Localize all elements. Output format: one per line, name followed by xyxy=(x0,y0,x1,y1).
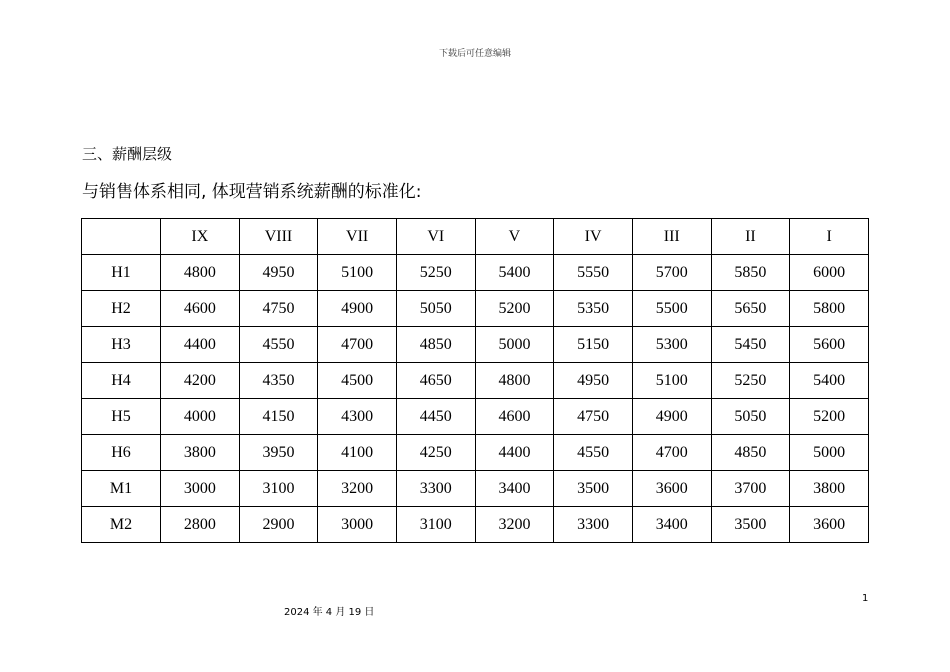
table-header-cell xyxy=(82,219,161,255)
salary-cell: 5150 xyxy=(554,327,633,363)
table-row xyxy=(82,327,869,363)
salary-cell: 4850 xyxy=(711,435,790,471)
salary-cell: 5850 xyxy=(711,255,790,291)
salary-cell: 4000 xyxy=(161,399,240,435)
salary-cell: 5250 xyxy=(396,255,475,291)
salary-cell: 4300 xyxy=(318,399,397,435)
table-row xyxy=(82,255,869,291)
salary-cell: 4550 xyxy=(554,435,633,471)
table-header-cell: VI xyxy=(396,219,475,255)
intro-text: 与销售体系相同, 体现营销系统薪酬的标准化: xyxy=(82,182,422,202)
salary-cell: 4900 xyxy=(632,399,711,435)
table-header-cell: VII xyxy=(318,219,397,255)
salary-cell: 3200 xyxy=(475,507,554,543)
header-note: 下载后可任意编辑 xyxy=(438,49,511,59)
table-row xyxy=(82,363,869,399)
table-header-cell: VIII xyxy=(239,219,318,255)
salary-cell: 5050 xyxy=(711,399,790,435)
salary-cell: 3950 xyxy=(239,435,318,471)
table-row xyxy=(82,471,869,507)
row-label-cell: H4 xyxy=(82,363,161,399)
footer-date: 2024 年 4 月 19 日 xyxy=(284,607,375,618)
row-label-cell: M1 xyxy=(82,471,161,507)
table-row xyxy=(82,399,869,435)
table-header-cell: III xyxy=(632,219,711,255)
salary-cell: 4750 xyxy=(554,399,633,435)
table-header-row xyxy=(82,219,869,255)
salary-cell: 4400 xyxy=(161,327,240,363)
salary-cell: 5200 xyxy=(790,399,869,435)
table-header-cell: II xyxy=(711,219,790,255)
salary-cell: 4250 xyxy=(396,435,475,471)
salary-cell: 5600 xyxy=(790,327,869,363)
salary-cell: 3300 xyxy=(554,507,633,543)
table-header-cell: IV xyxy=(554,219,633,255)
salary-cell: 5000 xyxy=(790,435,869,471)
salary-cell: 3600 xyxy=(632,471,711,507)
salary-cell: 4850 xyxy=(396,327,475,363)
salary-cell: 5350 xyxy=(554,291,633,327)
row-label-cell: H5 xyxy=(82,399,161,435)
salary-cell: 4800 xyxy=(475,363,554,399)
salary-cell: 3100 xyxy=(239,471,318,507)
salary-cell: 3700 xyxy=(711,471,790,507)
table-row xyxy=(82,435,869,471)
row-label-cell: H2 xyxy=(82,291,161,327)
salary-cell: 4950 xyxy=(239,255,318,291)
salary-cell: 3500 xyxy=(711,507,790,543)
salary-cell: 5200 xyxy=(475,291,554,327)
salary-cell: 4400 xyxy=(475,435,554,471)
salary-cell: 3600 xyxy=(790,507,869,543)
salary-cell: 5450 xyxy=(711,327,790,363)
salary-cell: 4350 xyxy=(239,363,318,399)
salary-cell: 4550 xyxy=(239,327,318,363)
table-header-cell: IX xyxy=(161,219,240,255)
salary-cell: 3800 xyxy=(161,435,240,471)
salary-table xyxy=(81,218,869,543)
salary-cell: 5300 xyxy=(632,327,711,363)
salary-cell: 3000 xyxy=(161,471,240,507)
row-label-cell: H3 xyxy=(82,327,161,363)
salary-cell: 4700 xyxy=(318,327,397,363)
table-row xyxy=(82,291,869,327)
salary-cell: 4800 xyxy=(161,255,240,291)
salary-cell: 2900 xyxy=(239,507,318,543)
row-label-cell: M2 xyxy=(82,507,161,543)
salary-cell: 5700 xyxy=(632,255,711,291)
salary-cell: 4150 xyxy=(239,399,318,435)
table-body xyxy=(82,255,869,543)
salary-cell: 3100 xyxy=(396,507,475,543)
table-header-cell: V xyxy=(475,219,554,255)
salary-cell: 5550 xyxy=(554,255,633,291)
salary-cell: 3400 xyxy=(475,471,554,507)
salary-cell: 5400 xyxy=(790,363,869,399)
salary-cell: 5400 xyxy=(475,255,554,291)
salary-cell: 4200 xyxy=(161,363,240,399)
salary-cell: 4700 xyxy=(632,435,711,471)
salary-cell: 3800 xyxy=(790,471,869,507)
salary-cell: 5250 xyxy=(711,363,790,399)
salary-cell: 5100 xyxy=(632,363,711,399)
salary-cell: 5100 xyxy=(318,255,397,291)
salary-cell: 3400 xyxy=(632,507,711,543)
table-header-cell: I xyxy=(790,219,869,255)
salary-cell: 3500 xyxy=(554,471,633,507)
salary-cell: 5650 xyxy=(711,291,790,327)
table-row xyxy=(82,507,869,543)
salary-cell: 4750 xyxy=(239,291,318,327)
salary-cell: 2800 xyxy=(161,507,240,543)
salary-cell: 4600 xyxy=(161,291,240,327)
salary-cell: 4500 xyxy=(318,363,397,399)
salary-cell: 4600 xyxy=(475,399,554,435)
salary-cell: 5000 xyxy=(475,327,554,363)
salary-cell: 3000 xyxy=(318,507,397,543)
salary-cell: 3300 xyxy=(396,471,475,507)
salary-cell: 6000 xyxy=(790,255,869,291)
row-label-cell: H6 xyxy=(82,435,161,471)
salary-cell: 5050 xyxy=(396,291,475,327)
salary-cell: 4100 xyxy=(318,435,397,471)
salary-cell: 4950 xyxy=(554,363,633,399)
salary-cell: 4900 xyxy=(318,291,397,327)
salary-cell: 4450 xyxy=(396,399,475,435)
salary-cell: 5500 xyxy=(632,291,711,327)
section-title: 三、薪酬层级 xyxy=(82,145,173,163)
salary-cell: 3200 xyxy=(318,471,397,507)
page-number: 1 xyxy=(862,593,869,604)
row-label-cell: H1 xyxy=(82,255,161,291)
salary-cell: 5800 xyxy=(790,291,869,327)
salary-cell: 4650 xyxy=(396,363,475,399)
